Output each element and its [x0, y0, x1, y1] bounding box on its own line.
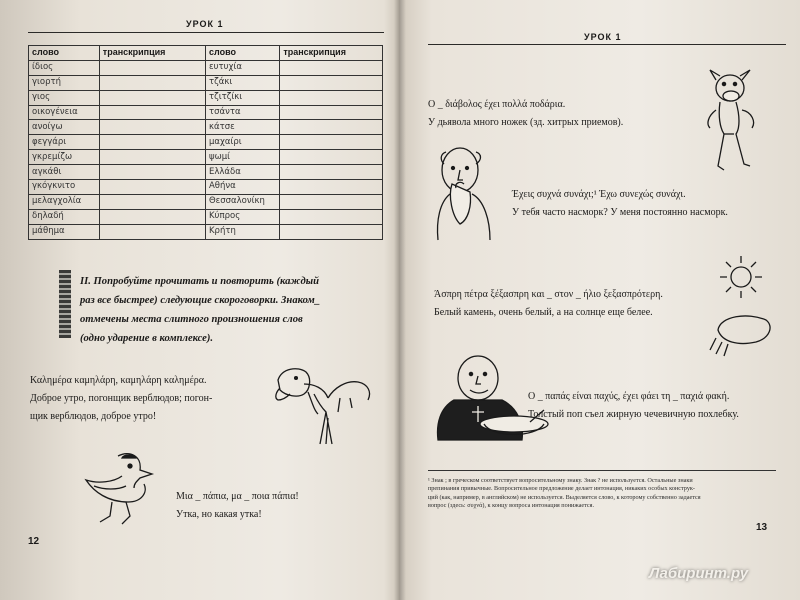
- transcription-cell: [99, 180, 205, 195]
- tongue-twister-stone: [434, 286, 754, 322]
- russian-line: щик верблюдов, доброе утро!: [30, 411, 157, 422]
- table-row: [29, 150, 383, 165]
- word-cell: κάτσε: [205, 120, 279, 135]
- russian-line: Белый камень, очень белый, а на солнце еще белее.: [434, 307, 653, 318]
- word-cell: ίδιος: [29, 60, 100, 75]
- instruction-line: отмечены места слитного произношения слов: [80, 314, 303, 325]
- man-with-handkerchief-illustration: [430, 140, 500, 260]
- left-header-rule: [28, 32, 384, 33]
- greek-line: Ο _ παπάς είναι παχύς, έχει φάει τη _ παχιά φακή.: [528, 391, 730, 402]
- column-header: транскрипция: [280, 46, 383, 61]
- book-gutter: [394, 0, 406, 600]
- transcription-cell: [99, 194, 205, 209]
- footnote-rule: [428, 470, 776, 471]
- right-page-header: УРОК 1: [584, 32, 622, 42]
- page-number-right: 13: [756, 522, 768, 533]
- transcription-cell: [280, 105, 383, 120]
- word-cell: γιορτή: [29, 75, 100, 90]
- footnote-line: ¹ Знак ; в греческом соответствует вопросительному знаку. Знак ? не используется. Остальные знаки: [428, 477, 693, 484]
- table-row: [29, 209, 383, 224]
- tongue-twister-priest: [528, 388, 788, 424]
- table-row: [29, 90, 383, 105]
- transcription-cell: [280, 194, 383, 209]
- russian-line: Утка, но какая утка!: [176, 509, 262, 520]
- word-cell: Ελλάδα: [205, 165, 279, 180]
- table-row: [29, 135, 383, 150]
- exercise-instruction: [80, 272, 380, 348]
- transcription-cell: [280, 135, 383, 150]
- transcription-cell: [99, 120, 205, 135]
- table-row: [29, 194, 383, 209]
- transcription-cell: [280, 75, 383, 90]
- word-cell: Θεσσαλονίκη: [205, 194, 279, 209]
- russian-line: Толстый поп съел жирную чечевичную похлебку.: [528, 409, 739, 420]
- footnote-line: препинания привычные. Вопросительное предложение делает интонация, никаких особых конструк-: [428, 485, 695, 493]
- column-header: слово: [29, 46, 100, 61]
- transcription-cell: [280, 60, 383, 75]
- word-cell: γιος: [29, 90, 100, 105]
- word-cell: τσάντα: [205, 105, 279, 120]
- word-cell: μάθημα: [29, 224, 100, 239]
- greek-line: Μια _ πάπια, μα _ ποια πάπια!: [176, 491, 299, 502]
- table-row: [29, 224, 383, 239]
- tongue-twister-duck: [176, 488, 376, 524]
- greek-line: Άσπρη πέτρα ξέξασπρη και _ στον _ ήλιο ξεξασπρότερη.: [434, 289, 663, 300]
- transcription-cell: [99, 90, 205, 105]
- word-cell: μελαγχολία: [29, 194, 100, 209]
- word-cell: γκόγκνιτο: [29, 180, 100, 195]
- duck-illustration: [78, 448, 178, 528]
- transcription-cell: [280, 150, 383, 165]
- column-header: слово: [205, 46, 279, 61]
- instruction-line: (одно ударение в комплексе).: [80, 333, 214, 344]
- word-cell: μαχαίρι: [205, 135, 279, 150]
- transcription-cell: [99, 209, 205, 224]
- column-header: транскрипция: [99, 46, 205, 61]
- camel-illustration: [268, 358, 378, 448]
- transcription-cell: [280, 209, 383, 224]
- transcription-cell: [99, 224, 205, 239]
- transcription-cell: [99, 60, 205, 75]
- transcription-cell: [280, 180, 383, 195]
- table-row: [29, 60, 383, 75]
- tongue-twister-cold: [512, 186, 782, 222]
- tongue-twister-devil: [428, 96, 728, 132]
- table-row: [29, 75, 383, 90]
- left-page-header: УРОК 1: [186, 19, 224, 29]
- transcription-cell: [99, 135, 205, 150]
- word-cell: τζιτζίκι: [205, 90, 279, 105]
- word-cell: οικογένεια: [29, 105, 100, 120]
- table-row: [29, 120, 383, 135]
- transcription-cell: [99, 105, 205, 120]
- russian-line: У дьявола много ножек (зд. хитрых приемов).: [428, 117, 624, 128]
- word-cell: φεγγάρι: [29, 135, 100, 150]
- transcription-cell: [280, 120, 383, 135]
- russian-line: Доброе утро, погонщик верблюдов; погон-: [30, 393, 213, 404]
- word-cell: ευτυχία: [205, 60, 279, 75]
- word-cell: Κύπρος: [205, 209, 279, 224]
- transcription-cell: [99, 150, 205, 165]
- word-cell: γκρεμίζω: [29, 150, 100, 165]
- section-marker: [59, 270, 71, 338]
- table-row: [29, 180, 383, 195]
- vocabulary-table: [28, 45, 383, 240]
- right-header-rule: [428, 44, 786, 45]
- tongue-twister-camel: [30, 372, 270, 426]
- instruction-line: II. Попробуйте прочитать и повторить (каждый: [80, 276, 319, 287]
- russian-line: У тебя часто насморк? У меня постоянно насморк.: [512, 207, 728, 218]
- instruction-line: раз все быстрее) следующие скороговорки. Знаком_: [80, 295, 321, 306]
- transcription-cell: [280, 224, 383, 239]
- table-row: [29, 165, 383, 180]
- word-cell: τζάκι: [205, 75, 279, 90]
- word-cell: αγκάθι: [29, 165, 100, 180]
- watermark-logo: Лабиринт.ру: [649, 565, 749, 582]
- table-row: [29, 105, 383, 120]
- transcription-cell: [280, 165, 383, 180]
- page-number-left: 12: [28, 536, 40, 547]
- word-cell: ψωμί: [205, 150, 279, 165]
- greek-line: Ο _ διάβολος έχει πολλά ποδάρια.: [428, 99, 566, 110]
- transcription-cell: [99, 75, 205, 90]
- word-cell: δηλαδή: [29, 209, 100, 224]
- word-cell: Αθήνα: [205, 180, 279, 195]
- word-cell: Κρήτη: [205, 224, 279, 239]
- greek-line: Έχεις συχνά συνάχι;¹ Έχω συνεχώς συνάχι.: [512, 189, 686, 200]
- transcription-cell: [280, 90, 383, 105]
- footnote-line: вопрос (здесь: συχνά), к концу вопроса интонация понижается.: [428, 502, 595, 510]
- footnote-line: ций (как, например, в английском) не используется. Выделяется слово, к которому собственно задается: [428, 493, 701, 501]
- table-header-row: [29, 46, 383, 61]
- greek-line: Καλημέρα καμηλάρη, καμηλάρη καλημέρα.: [30, 375, 207, 386]
- word-cell: ανοίγω: [29, 120, 100, 135]
- footnote: [428, 477, 778, 511]
- transcription-cell: [99, 165, 205, 180]
